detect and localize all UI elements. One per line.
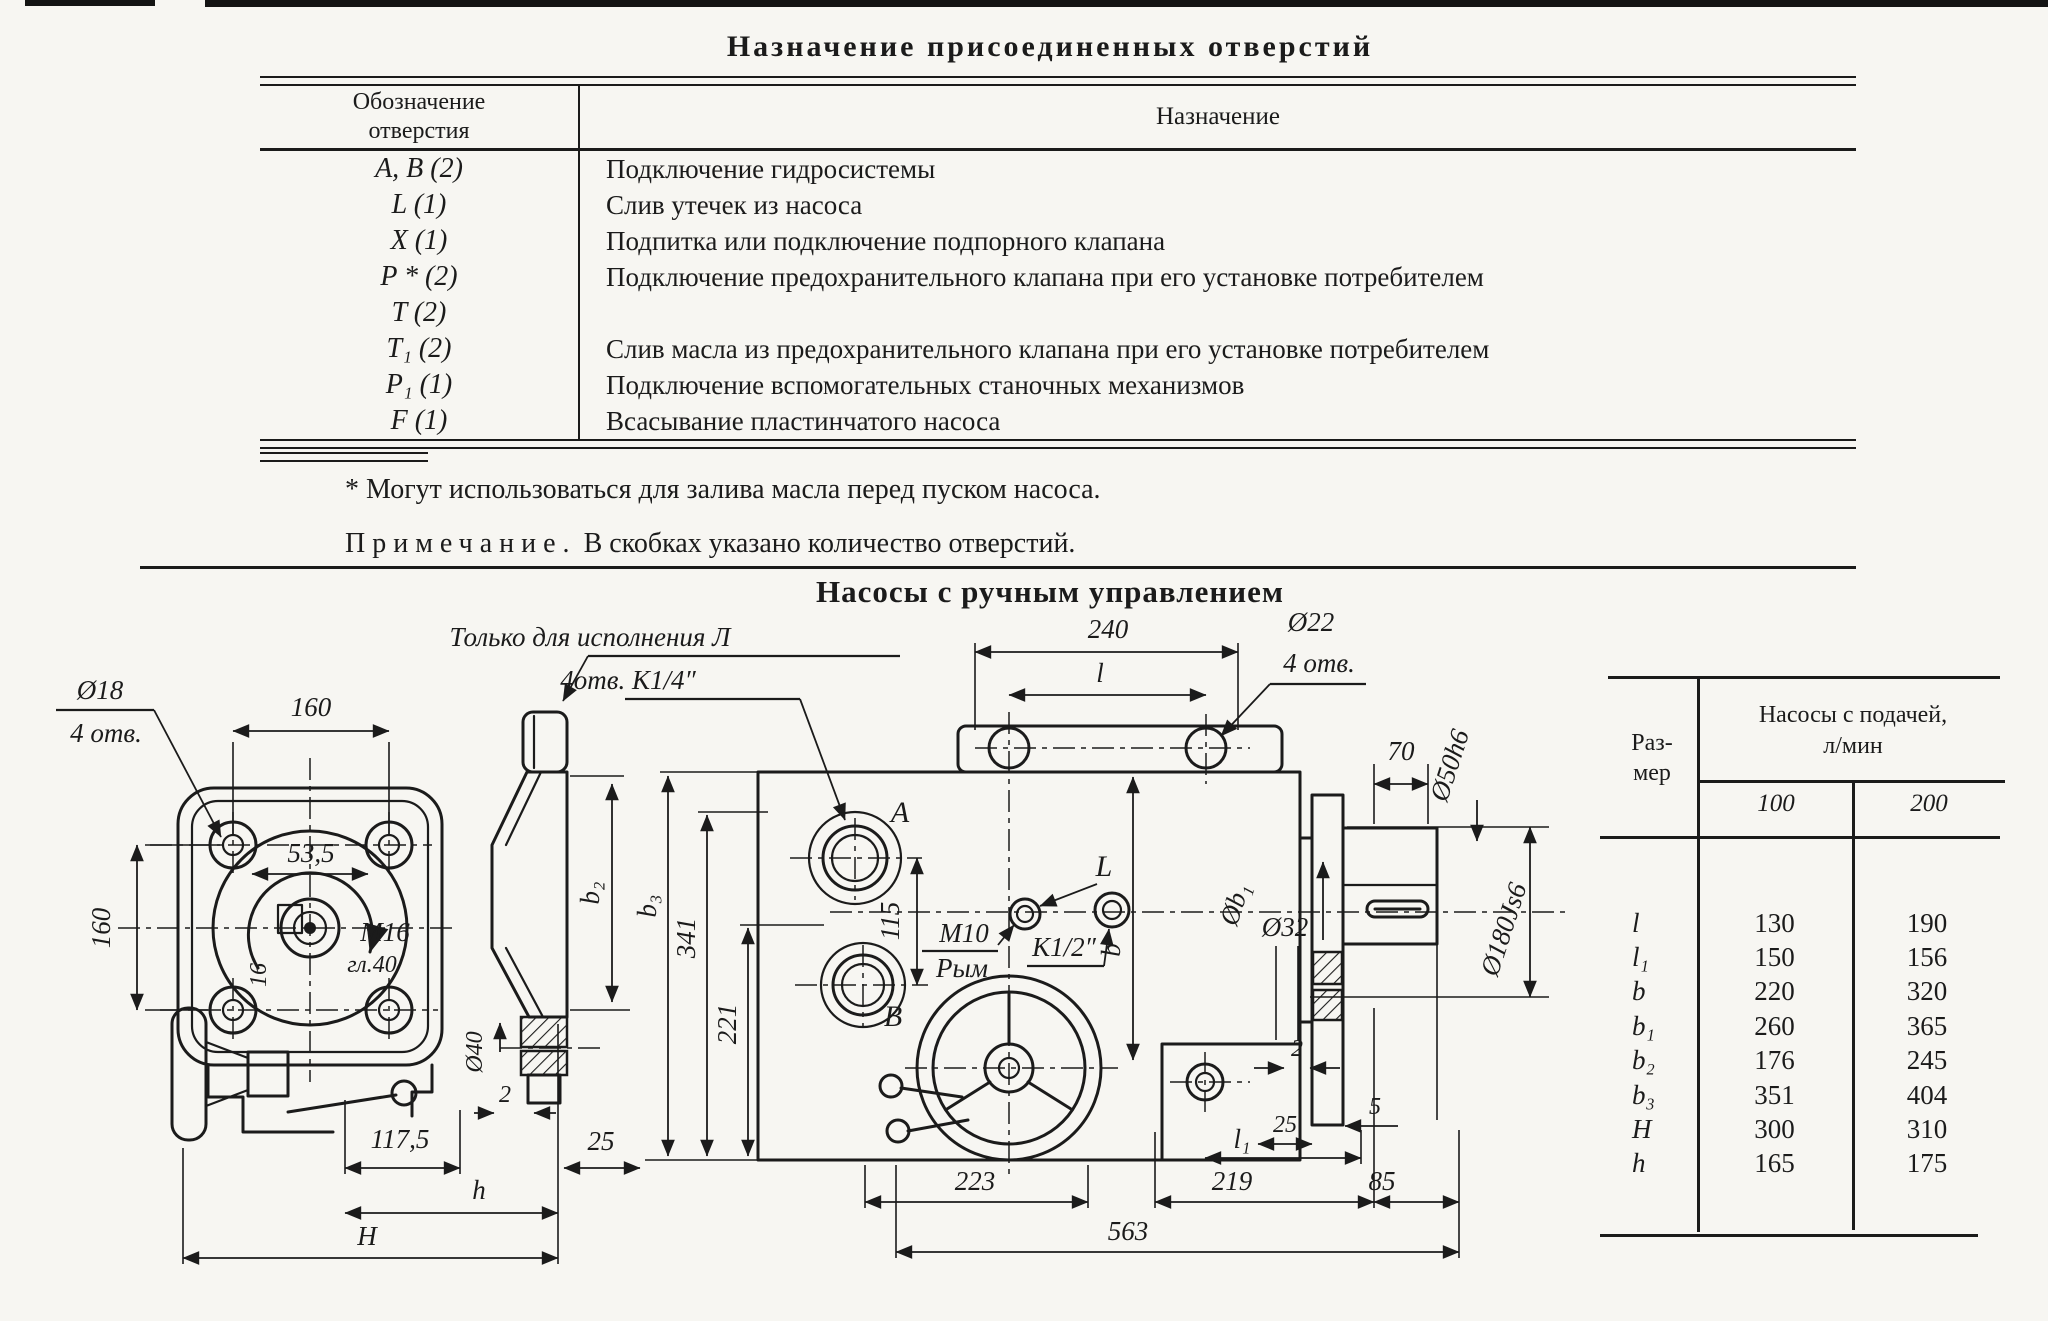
dim-label-h: h — [472, 1175, 486, 1205]
value-200: 245 — [1906, 1045, 1948, 1076]
dim-label-160-side: 160 — [86, 907, 116, 949]
port-label-a: A — [890, 796, 910, 829]
dim-label-223: 223 — [954, 1166, 996, 1196]
designation-cell: T₁ (2) — [260, 331, 580, 367]
purpose-cell: Подключение предохранительного клапана при его установке потребителем — [606, 261, 1484, 292]
size-name: H — [1632, 1114, 1652, 1145]
dim-label-115: 115 — [875, 901, 905, 941]
designation-cell: X (1) — [260, 223, 580, 259]
main-view-drawing — [450, 607, 1568, 1258]
size-row — [1600, 1147, 2010, 1181]
size-row — [1600, 1112, 2010, 1146]
footnote-asterisk: * Могут использоваться для залива масла перед пуском насоса. — [345, 474, 1101, 505]
dim-label-341: 341 — [671, 917, 701, 959]
size-row — [1600, 940, 2010, 974]
dim-label-219: 219 — [1211, 1166, 1253, 1196]
value-100: 165 — [1754, 1148, 1795, 1179]
eyebolt-label: Рым — [935, 953, 989, 983]
size-row — [1600, 1078, 2010, 1112]
value-200: 404 — [1906, 1079, 1948, 1110]
value-100: 351 — [1754, 1079, 1795, 1110]
size-table-size-header — [1608, 728, 1696, 788]
value-100: 260 — [1754, 1010, 1795, 1041]
size-table-rows — [1600, 906, 2010, 1181]
size-name: b₃ — [1632, 1079, 1655, 1110]
header-designation-line1: Обозначение — [352, 89, 486, 116]
header-designation-line2: отверстия — [368, 118, 470, 144]
designation-cell: F (1) — [260, 403, 580, 439]
size-table-top-rule — [1608, 676, 2000, 679]
size-row — [1600, 906, 2010, 940]
designation-cell: P * (2) — [260, 259, 580, 295]
dim-label-160-top: 160 — [290, 692, 332, 722]
dim-label-l1: l₁ — [1233, 1124, 1251, 1154]
dim-label-b3: b₃ — [632, 894, 662, 918]
note-version-label: Только для исполнения Л — [449, 622, 731, 652]
dim-label-5: 5 — [1369, 1094, 1381, 1120]
dim-label-53-5: 53,5 — [287, 838, 335, 868]
column-header-200: 200 — [1910, 790, 1948, 817]
dim-label-dia32: Ø32 — [1261, 912, 1309, 942]
port-label-l: L — [1095, 850, 1113, 883]
dim-label-dia180js6: Ø180Js6 — [1474, 878, 1533, 980]
dim-label-b: b — [1096, 943, 1126, 957]
size-row — [1600, 975, 2010, 1009]
dim-label-70: 70 — [1387, 736, 1415, 766]
size-table-bottom-rule — [1600, 1234, 1978, 1237]
size-name: b₂ — [1632, 1045, 1655, 1076]
value-100: 220 — [1754, 976, 1795, 1007]
dim-label-221: 221 — [712, 1003, 742, 1045]
thread-label-k12: К1/2″ — [1032, 932, 1096, 962]
callout-dia22: Ø22 — [1287, 607, 1335, 637]
port-label-b: В — [883, 1000, 903, 1033]
dim-label-2: 2 — [499, 1082, 511, 1108]
value-200: 320 — [1906, 976, 1948, 1007]
dim-label-b2: b₂ — [575, 881, 605, 905]
value-200: 156 — [1906, 942, 1948, 973]
size-row — [1600, 1009, 2010, 1043]
size-name: b — [1632, 976, 1646, 1007]
left-view-drawing — [56, 675, 640, 1264]
callout-dia22-qty: 4 отв. — [1283, 648, 1355, 678]
value-100: 176 — [1754, 1045, 1795, 1076]
column-header-100: 100 — [1757, 790, 1795, 817]
dim-label-dia50h6: Ø50h6 — [1423, 725, 1476, 805]
dim-label-dia-b1: Øb₁ — [1213, 879, 1256, 930]
dim-label-l: l — [1096, 658, 1104, 688]
size-header-line2: мер — [1633, 760, 1671, 786]
dim-label-16: 16 — [246, 963, 272, 987]
dim-label-240: 240 — [1087, 614, 1129, 644]
size-table-group-header — [1702, 700, 2004, 762]
purpose-cell: Слив утечек из насоса — [606, 189, 863, 220]
drawing-section-title: Насосы с ручным управлением — [815, 574, 1285, 609]
dim-label-2: 2 — [1291, 1036, 1303, 1062]
value-200: 365 — [1906, 1010, 1948, 1041]
dim-label-117-5: 117,5 — [370, 1124, 430, 1154]
callout-dia18-qty: 4 отв. — [70, 718, 142, 748]
size-name: l — [1632, 907, 1640, 938]
note-holes-label: 4отв. К1/4″ — [560, 665, 696, 695]
size-header-line1: Раз- — [1631, 730, 1673, 756]
designation-cell: P₁ (1) — [260, 367, 580, 403]
header-purpose: Назначение — [1155, 103, 1281, 130]
thread-depth-label: гл.40 — [347, 952, 397, 978]
dim-label-25: 25 — [587, 1126, 615, 1156]
footnote-note-text: В скобках указано количество отверстий. — [583, 528, 1076, 559]
dim-label-563: 563 — [1107, 1216, 1149, 1246]
group-header-line2: л/мин — [1823, 733, 1883, 760]
value-200: 310 — [1906, 1114, 1948, 1145]
purpose-cell: Подключение гидросистемы — [606, 153, 936, 184]
ports-table-title: Назначение присоединенных отверстий — [726, 30, 1374, 63]
group-header-line1: Насосы с подачей, — [1758, 702, 1948, 728]
size-name: h — [1632, 1148, 1646, 1179]
callout-dia18: Ø18 — [76, 675, 124, 705]
designation-cell: L (1) — [260, 187, 580, 223]
value-100: 300 — [1754, 1114, 1795, 1145]
size-name: b₁ — [1632, 1010, 1655, 1041]
thread-label-m16: М16 — [360, 917, 410, 947]
size-name: l₁ — [1632, 942, 1649, 973]
size-row — [1600, 1044, 2010, 1078]
dim-label-H: H — [357, 1221, 377, 1251]
value-100: 150 — [1754, 942, 1795, 973]
dim-label-dia40: Ø40 — [462, 1031, 488, 1073]
value-200: 175 — [1906, 1148, 1948, 1179]
dim-label-85: 85 — [1368, 1166, 1396, 1196]
purpose-cell: Слив масла из предохранительного клапана при его установке потребителем — [606, 333, 1490, 364]
size-table-header-rule — [1600, 836, 2000, 839]
value-100: 130 — [1754, 907, 1795, 938]
dim-label-25: 25 — [1273, 1112, 1297, 1138]
thread-label-m10: М10 — [939, 918, 989, 948]
purpose-cell: Всасывание пластинчатого насоса — [606, 405, 1001, 436]
purpose-cell: Подпитка или подключение подпорного клапана — [606, 225, 1166, 256]
value-200: 190 — [1906, 907, 1948, 938]
footnote-note-label: Примечание. — [345, 528, 577, 559]
designation-cell: T (2) — [260, 295, 580, 331]
designation-cell: A, B (2) — [260, 151, 580, 187]
purpose-cell: Подключение вспомогательных станочных механизмов — [606, 369, 1245, 400]
